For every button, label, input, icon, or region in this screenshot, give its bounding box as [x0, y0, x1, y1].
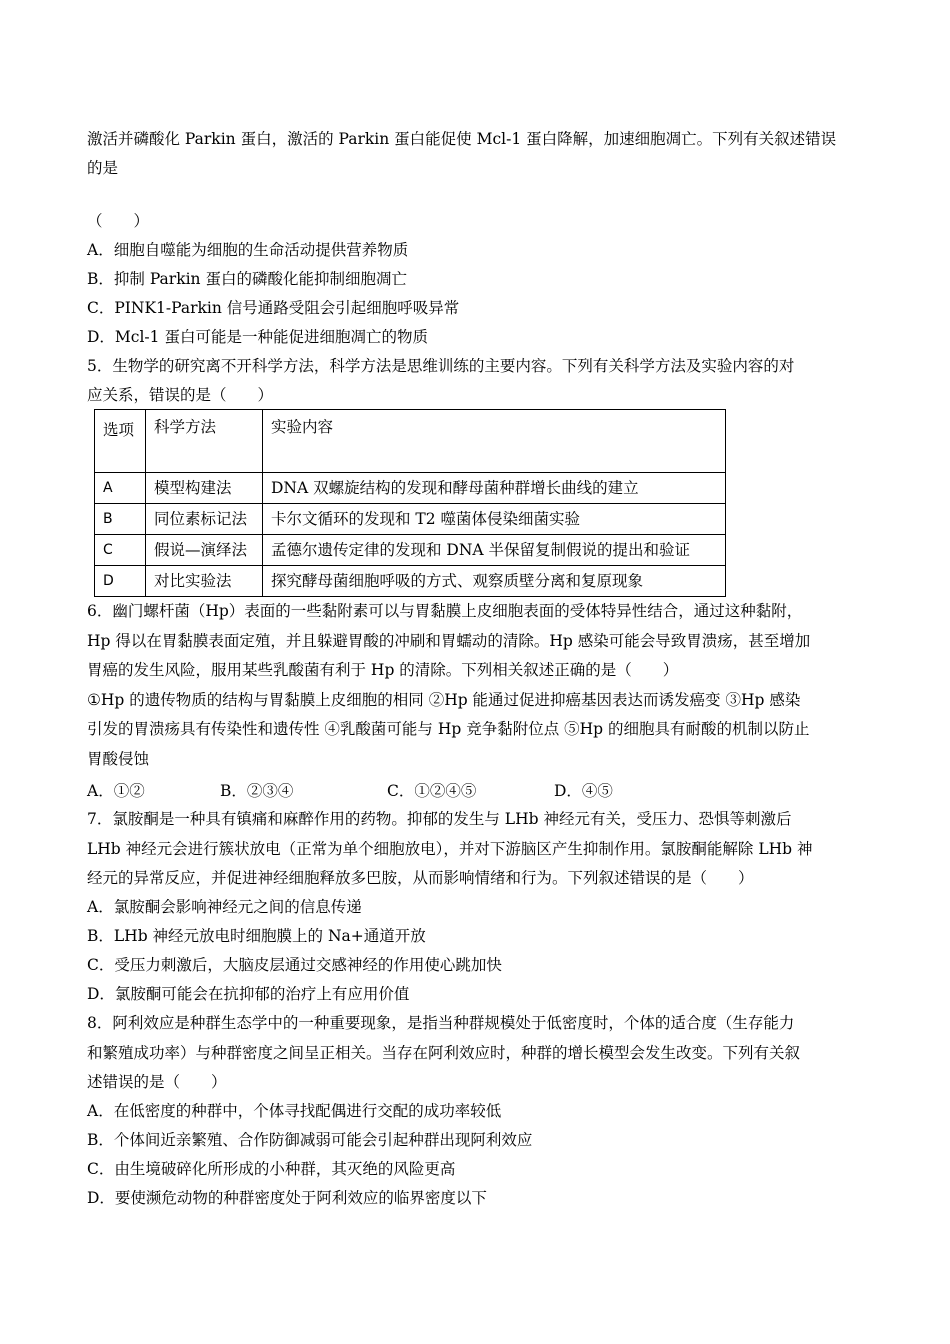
row-method: 同位素标记法: [146, 504, 263, 535]
q7-option-d: D．氯胺酮可能会在抗抑郁的治疗上有应用价值: [87, 985, 410, 1003]
q4-stem-line-2: 的是: [87, 159, 119, 177]
q5-stem-line-2: 应关系，错误的是（ ）: [87, 386, 274, 404]
q8-option-b: B．个体间近亲繁殖、合作防御减弱可能会引起种群出现阿利效应: [87, 1131, 533, 1149]
table-row: [95, 504, 726, 535]
q4-stem-line-1: 激活并磷酸化 Parkin 蛋白，激活的 Parkin 蛋白能促使 Mcl-1 蛋白降解，加速细胞凋亡。下列有关叙述错误: [87, 130, 837, 148]
q8-option-d: D．要使濒危动物的种群密度处于阿利效应的临界密度以下: [87, 1189, 487, 1207]
row-option: A: [95, 473, 146, 504]
header-option: 选项: [95, 410, 146, 473]
q8-option-c: C．由生境破碎化所形成的小种群，其灭绝的风险更高: [87, 1160, 456, 1178]
row-method: 对比实验法: [146, 566, 263, 597]
row-content: 卡尔文循环的发现和 T2 噬菌体侵染细菌实验: [263, 504, 726, 535]
q7-stem-line-3: 经元的异常反应，并促进神经细胞释放多巴胺，从而影响情绪和行为。下列叙述错误的是（ ）: [87, 869, 754, 887]
header-method: 科学方法: [146, 410, 263, 473]
row-content: 探究酵母菌细胞呼吸的方式、观察质壁分离和复原现象: [263, 566, 726, 597]
q6-option-a: A．①②: [87, 782, 145, 800]
q6-stem-line-4: ①Hp 的遗传物质的结构与胃黏膜上皮细胞的相同 ②Hp 能通过促进抑癌基因表达而诱发癌变 ③Hp 感染: [87, 691, 801, 709]
q6-stem-line-5: 引发的胃溃疡具有传染性和遗传性 ④乳酸菌可能与 Hp 竞争黏附位点 ⑤Hp 的细胞具有耐酸的机制以防止: [87, 720, 810, 738]
q7-option-b: B．LHb 神经元放电时细胞膜上的 Na+通道开放: [87, 927, 426, 945]
q8-option-a: A．在低密度的种群中，个体寻找配偶进行交配的成功率较低: [87, 1102, 502, 1120]
q6-option-b: B．②③④: [220, 782, 294, 800]
q4-option-c: C．PINK1-Parkin 信号通路受阻会引起细胞呼吸异常: [87, 299, 460, 317]
row-content: 孟德尔遗传定律的发现和 DNA 半保留复制假说的提出和验证: [263, 535, 726, 566]
q7-option-a: A．氯胺酮会影响神经元之间的信息传递: [87, 898, 362, 916]
row-method: 假说—演绎法: [146, 535, 263, 566]
q4-option-a: A．细胞自噬能为细胞的生命活动提供营养物质: [87, 241, 409, 259]
q5-table: [94, 409, 726, 597]
row-content: DNA 双螺旋结构的发现和酵母菌种群增长曲线的建立: [263, 473, 726, 504]
q4-option-b: B．抑制 Parkin 蛋白的磷酸化能抑制细胞凋亡: [87, 270, 407, 288]
table-row: [95, 535, 726, 566]
q7-stem-line-2: LHb 神经元会进行簇状放电（正常为单个细胞放电），并对下游脑区产生抑制作用。氯胺酮能解除 LHb 神: [87, 840, 813, 858]
row-method: 模型构建法: [146, 473, 263, 504]
q4-option-d: D．Mcl-1 蛋白可能是一种能促进细胞凋亡的物质: [87, 328, 428, 346]
row-option: B: [95, 504, 146, 535]
q7-stem-line-1: 7．氯胺酮是一种具有镇痛和麻醉作用的药物。抑郁的发生与 LHb 神经元有关，受压力、恐惧等刺激后: [87, 810, 792, 828]
q7-option-c: C．受压力刺激后，大脑皮层通过交感神经的作用使心跳加快: [87, 956, 502, 974]
q8-stem-line-1: 8．阿利效应是种群生态学中的一种重要现象，是指当种群规模处于低密度时，个体的适合度（生存能力: [87, 1014, 795, 1032]
q8-stem-line-2: 和繁殖成功率）与种群密度之间呈正相关。当存在阿利效应时，种群的增长模型会发生改变。下列有关叙: [87, 1044, 801, 1062]
table-row: [95, 566, 726, 597]
q6-stem-line-2: Hp 得以在胃黏膜表面定殖，并且躲避胃酸的冲刷和胃蠕动的清除。Hp 感染可能会导致胃溃疡，甚至增加: [87, 632, 811, 650]
q6-option-d: D．④⑤: [554, 782, 613, 800]
q6-option-c: C．①②④⑤: [387, 782, 477, 800]
q5-stem-line-1: 5．生物学的研究离不开科学方法，科学方法是思维训练的主要内容。下列有关科学方法及实验内容的对: [87, 357, 795, 375]
q6-stem-line-1: 6．幽门螺杆菌（Hp）表面的一些黏附素可以与胃黏膜上皮细胞表面的受体特异性结合，通过这种黏附，: [87, 602, 803, 620]
q8-stem-line-3: 述错误的是（ ）: [87, 1073, 227, 1091]
q6-stem-line-3: 胃癌的发生风险，服用某些乳酸菌有利于 Hp 的清除。下列相关叙述正确的是（ ）: [87, 661, 679, 679]
q4-answer-blank: （ ）: [87, 212, 150, 230]
q6-stem-line-6: 胃酸侵蚀: [87, 750, 150, 768]
header-content: 实验内容: [263, 410, 726, 473]
row-option: D: [95, 566, 146, 597]
table-header-row: [95, 410, 726, 473]
row-option: C: [95, 535, 146, 566]
table-row: [95, 473, 726, 504]
